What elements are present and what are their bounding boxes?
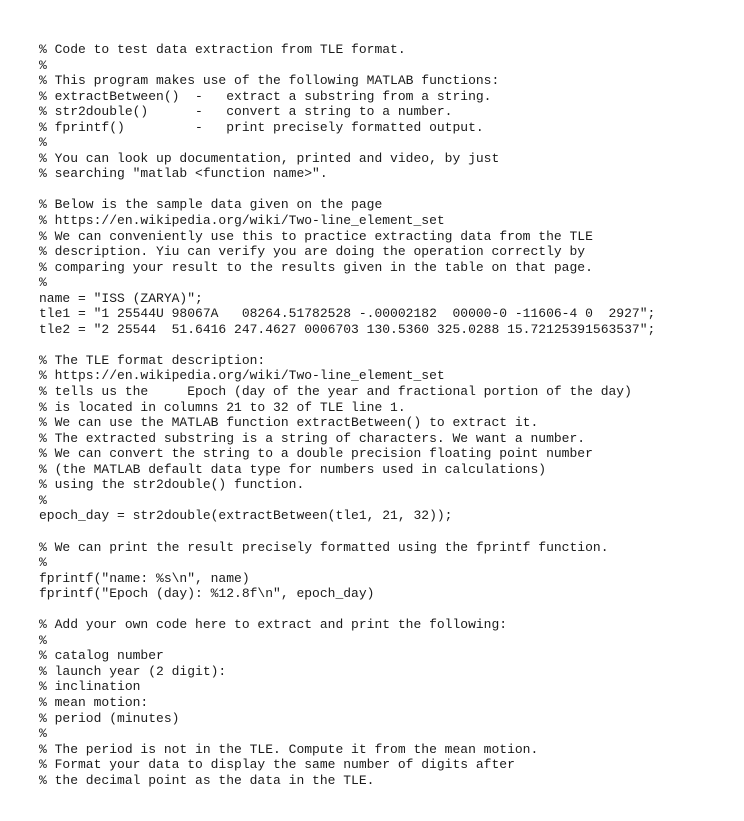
code-line: % searching "matlab <function name>". xyxy=(39,166,328,182)
code-line: % Below is the sample data given on the page xyxy=(39,197,383,213)
code-line: % This program makes use of the following MATLAB functions: xyxy=(39,73,500,89)
code-line: % xyxy=(39,492,47,508)
code-line: % xyxy=(39,555,47,571)
code-line: % xyxy=(39,275,47,291)
code-line: % extractBetween() - extract a substring from a string. xyxy=(39,88,492,104)
code-line: % using the str2double() function. xyxy=(39,477,305,493)
code-line: % launch year (2 digit): xyxy=(39,663,227,679)
code-line: % fprintf() - print precisely formatted output. xyxy=(39,119,484,135)
code-line: % Add your own code here to extract and print the following: xyxy=(39,617,508,633)
code-line: % https://en.wikipedia.org/wiki/Two-line_element_set xyxy=(39,213,445,229)
code-line: % inclination xyxy=(39,679,141,695)
code-line: tle2 = "2 25544 51.6416 247.4627 0006703 130.5360 325.0288 15.72125391563537"; xyxy=(39,321,656,337)
code-line: % mean motion: xyxy=(39,694,149,710)
code-line: % We can print the result precisely formatted using the fprintf function. xyxy=(39,539,609,555)
code-line: % The extracted substring is a string of characters. We want a number. xyxy=(39,430,586,446)
code-line: % catalog number xyxy=(39,648,164,664)
code-line: % We can use the MATLAB function extractBetween() to extract it. xyxy=(39,415,539,431)
code-line: % tells us the Epoch (day of the year and fractional portion of the day) xyxy=(39,384,632,400)
code-line: % the decimal point as the data in the TLE. xyxy=(39,772,375,788)
code-line: % xyxy=(39,135,47,151)
code-line: % str2double() - convert a string to a number. xyxy=(39,104,453,120)
code-line: name = "ISS (ZARYA)"; xyxy=(39,290,203,306)
code-line: tle1 = "1 25544U 98067A 08264.51782528 -.00002182 00000-0 -11606-4 0 2927"; xyxy=(39,306,656,322)
code-line: % We can convert the string to a double precision floating point number xyxy=(39,446,593,462)
code-line: % period (minutes) xyxy=(39,710,180,726)
code-line xyxy=(39,524,655,540)
code-line: % description. Yiu can verify you are doing the operation correctly by xyxy=(39,244,586,260)
code-line: fprintf("name: %s\n", name) xyxy=(39,570,250,586)
code-line: fprintf("Epoch (day): %12.8f\n", epoch_day) xyxy=(39,586,375,602)
code-line xyxy=(39,602,655,618)
code-line: % The TLE format description: xyxy=(39,352,266,368)
code-line: % is located in columns 21 to 32 of TLE line 1. xyxy=(39,399,406,415)
code-line: % xyxy=(39,632,47,648)
code-line: % https://en.wikipedia.org/wiki/Two-line_element_set xyxy=(39,368,445,384)
code-line: % comparing your result to the results given in the table on that page. xyxy=(39,259,593,275)
code-line: % The period is not in the TLE. Compute it from the mean motion. xyxy=(39,741,539,757)
code-line: % Format your data to display the same number of digits after xyxy=(39,757,515,773)
code-line: epoch_day = str2double(extractBetween(tle1, 21, 32)); xyxy=(39,508,453,524)
code-line: % We can conveniently use this to practice extracting data from the TLE xyxy=(39,228,593,244)
code-line: % xyxy=(39,57,47,73)
code-line xyxy=(39,337,655,353)
code-line: % You can look up documentation, printed and video, by just xyxy=(39,150,500,166)
code-line xyxy=(39,182,655,198)
code-listing xyxy=(39,42,655,788)
code-line: % Code to test data extraction from TLE format. xyxy=(39,42,406,57)
code-line: % (the MATLAB default data type for numbers used in calculations) xyxy=(39,461,547,477)
code-line: % xyxy=(39,726,47,742)
